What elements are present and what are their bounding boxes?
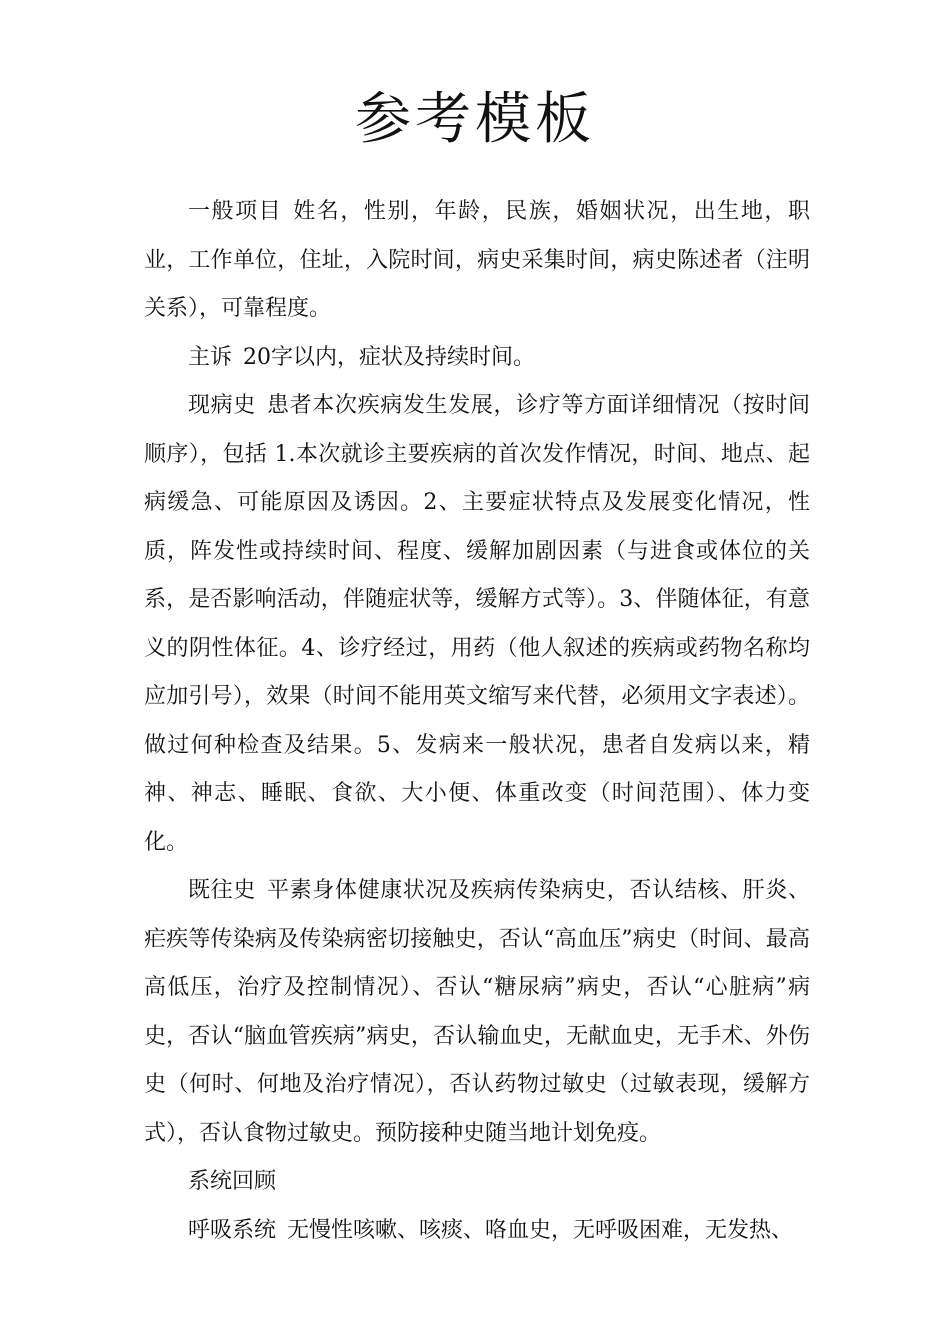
paragraph-respiratory-system <box>144 1207 810 1256</box>
paragraph-text: 无慢性咳嗽、咳痰、咯血史，无呼吸困难，无发热、 <box>287 1217 794 1243</box>
paragraph-past-history <box>144 867 810 1158</box>
paragraph-system-review <box>144 1158 810 1207</box>
paragraph-text: 平素身体健康状况及疾病传染病史，否认结核、肝炎、疟疾等传染病及传染病密切接触史，否认“高血压”病史（时间、最高高低压，治疗及控制情况）、否认“糖尿病”病史，否认“心脏病”病史，否认“脑血管疾病”病史，否认输血史，无献血史，无手术、外伤史（何时、何地及治疗情况），否认药物过敏史（过敏表现，缓解方式），否认食物过敏史。预防接种史随当地计划免疫。 <box>144 878 810 1146</box>
paragraph-text: 患者本次疾病发生发展，诊疗等方面详细情况（按时间顺序），包括 1.本次就诊主要疾病的首次发作情况，时间、地点、起病缓急、可能原因及诱因。2、主要症状特点及发展变化情况，性质，阵发性或持续时间、程度、缓解加剧因素（与进食或体位的关系，是否影响活动，伴随症状等，缓解方式等）。3、伴随体征，有意义的阴性体征。4、诊疗经过，用药（他人叙述的疾病或药物名称均应加引号），效果（时间不能用英文缩写来代替，必须用文字表述）。做过何种检查及结果。5、发病来一般状况，患者自发病以来，精神、神志、睡眠、食欲、大小便、体重改变（时间范围）、体力变化。 <box>144 393 810 855</box>
paragraph-present-illness <box>144 382 810 867</box>
paragraph-heading: 呼吸系统 <box>188 1217 277 1243</box>
paragraph-text: 20字以内，症状及持续时间。 <box>243 344 536 370</box>
paragraph-heading: 一般项目 <box>188 199 283 224</box>
paragraph-heading: 主诉 <box>188 344 233 370</box>
paragraph-heading: 系统回顾 <box>188 1169 277 1194</box>
document-body <box>144 188 810 1255</box>
paragraph-heading: 既往史 <box>188 878 256 903</box>
paragraph-general-items <box>144 188 810 334</box>
paragraph-chief-complaint <box>144 334 810 383</box>
paragraph-text: 姓名，性别，年龄，民族，婚姻状况，出生地，职业，工作单位，住址，入院时间，病史采集时间，病史陈述者（注明关系），可靠程度。 <box>144 199 810 321</box>
paragraph-heading: 现病史 <box>188 393 256 418</box>
document-title: 参考模板 <box>355 87 595 152</box>
